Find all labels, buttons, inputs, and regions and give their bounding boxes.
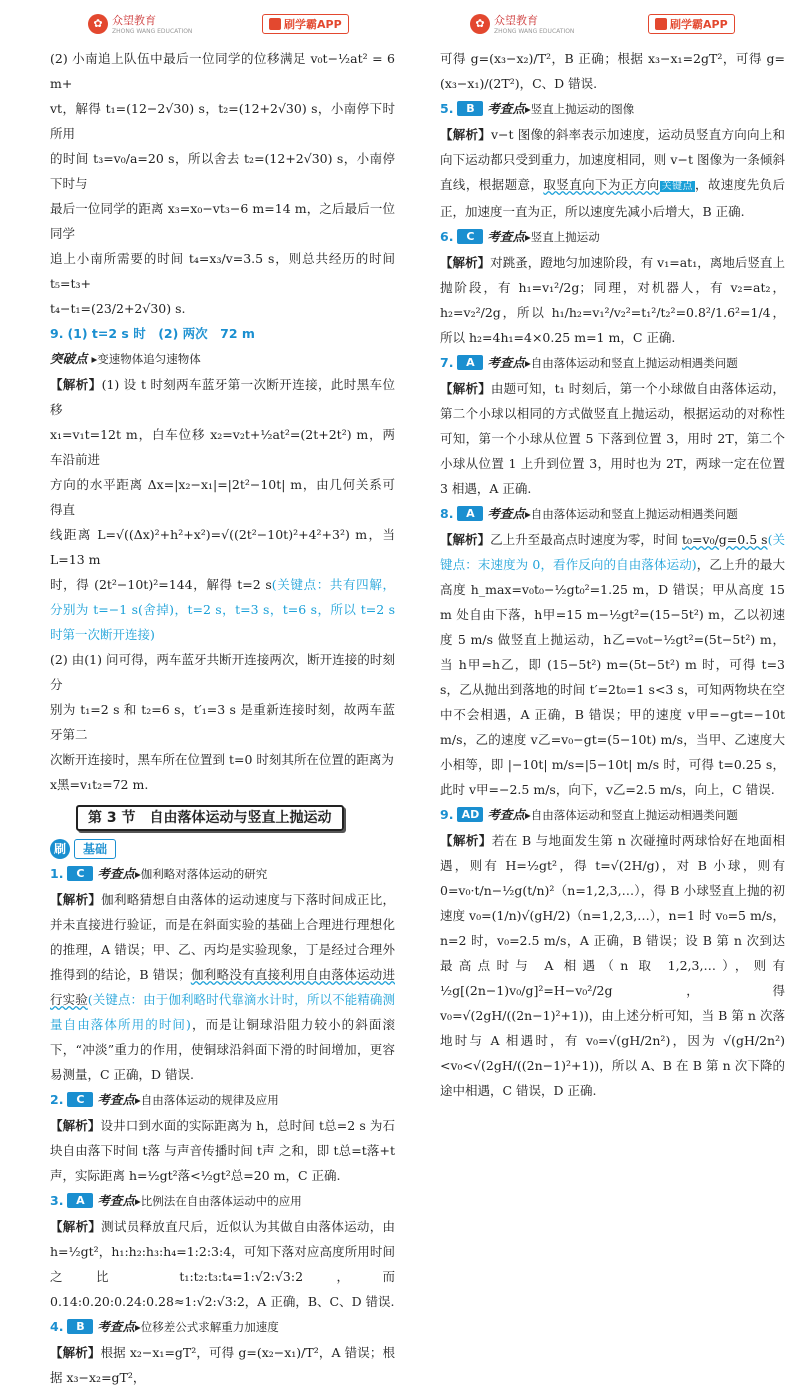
text-line: 追上小南所需要的时间 t₄=x₃/v=3.5 s，则总共经历的时间 t₅=t₃+ bbox=[50, 251, 395, 291]
q9b-body: 【解析】若在 B 与地面发生第 n 次碰撞时两球恰好在地面相遇，则有 H=½gt²，得 t=√(2H/g)，对 B 小球，则有 0=v₀·t/n−½g(t/n)²（n=1,2,3,…），得 B 小球竖直上抛的初速度 v₀=(1/n)√(gH/2)（n=1,2,3,…），n=1 时 v₀=5 m/s，n=2 时，v₀=2.5 m/s，A 正确，B 错误；设 B 第 n 次到达最高点时与 A 相遇（n 取 1,2,3,…），则有 ½g[(2n−1)v₀/g]²=H−v₀²/2g，得 v₀=√(2gH/((2n−1)²+1))，由上述分析可知，当 B 第 n 次落地时与 A 相遇时，有 v₀=√(gH/2n²)，因为 √(gH/2n²)<v₀<√(2gH/((2n−1)²+1))，所以 A、B 在 B 第 n 次下降的途中相遇，C 错误，D 正确. bbox=[440, 833, 785, 1098]
basic-label: 基础 bbox=[74, 839, 116, 859]
brand-sub: ZHONG WANG EDUCATION bbox=[112, 28, 193, 35]
q4-continued: 可得 g=(x₃−x₂)/T²，B 正确；根据 x₃−x₁=2gT²，可得 g=(x₃−x₁)/(2T²)，C、D 错误. bbox=[440, 51, 785, 91]
q9-tupo: 突破点 ▸变速物体追匀速物体 bbox=[50, 351, 201, 366]
basic-tag bbox=[50, 839, 395, 859]
q9-answer: 9. (1) t=2 s 时 (2) 两次 72 m bbox=[50, 326, 255, 341]
q9-part2: (2) 由(1) 问可得，两车蓝牙共断开连接两次，断开连接的时刻分 bbox=[50, 652, 395, 692]
brand-mark-icon: ✿ bbox=[88, 14, 108, 34]
q3-head: 3. A 考查点▸比例法在自由落体运动中的应用 bbox=[50, 1193, 302, 1208]
text-line: 的时间 t₃=v₀/a=20 s，所以舍去 t₂=(12+2√30) s，小南停下时与 bbox=[50, 151, 395, 191]
q4-body: 【解析】根据 x₂−x₁=gT²，可得 g=(x₂−x₁)/T²，A 错误；根据 x₃−x₂=gT²， bbox=[50, 1345, 395, 1385]
q6-head: 6. C 考查点▸竖直上抛运动 bbox=[440, 229, 600, 244]
q8-head: 8. A 考查点▸自由落体运动和竖直上抛运动相遇类问题 bbox=[440, 506, 738, 521]
q9-line: 时，得 (2t²−10t)²=144，解得 t=2 s(关键点：共有四解，分别为 t=−1 s(舍掉)，t=2 s，t=3 s，t=6 s，所以 t=2 s 时第一次断开连接) bbox=[50, 577, 395, 642]
right-column bbox=[440, 46, 785, 1103]
text-line: vt，解得 t₁=(12−2√30) s，t₂=(12+2√30) s，小南停下时所用 bbox=[50, 101, 395, 141]
brand-name: 众望教育 bbox=[112, 14, 156, 27]
q9-part2: 次断开连接时，黑车所在位置到 t=0 时刻其所在位置的距离为 bbox=[50, 752, 394, 767]
q3-body: 【解析】测试员释放直尺后，近似认为其做自由落体运动，由 h=½gt²，h₁:h₂:h₃:h₄=1:2:3:4，可知下落对应高度所用时间之比 t₁:t₂:t₃:t₄=1:√2:√3:2，而 0.14:0.20:0.24:0.28≈1:√2:√3:2，A 正确，B、C、D 错误. bbox=[50, 1219, 395, 1309]
brand-logo-left bbox=[88, 12, 192, 35]
q7-head: 7. A 考查点▸自由落体运动和竖直上抛运动相遇类问题 bbox=[440, 355, 738, 370]
q7-body: 【解析】由题可知，t₁ 时刻后，第一个小球做自由落体运动，第二个小球以相同的方式做竖直上抛运动，根据运动的对称性可知，第一个小球从位置 5 下落到位置 3，用时 2T，第二个小球从位置 1 上升到位置 3，用时也为 2T，两球一定在位置 3 相遇，A 正确. bbox=[440, 381, 785, 496]
q9-line: 方向的水平距离 Δx=|x₂−x₁|=|2t²−10t| m，由几何关系可得直 bbox=[50, 477, 395, 517]
left-column bbox=[50, 46, 395, 1390]
app-badge-right bbox=[648, 14, 735, 34]
app-icon bbox=[269, 18, 281, 30]
q5-head: 5. B 考查点▸竖直上抛运动的图像 bbox=[440, 101, 635, 116]
q9-line: 线距离 L=√((Δx)²+h²+x²)=√((2t²−10t)²+4²+3²) m，当 L=13 m bbox=[50, 527, 395, 567]
q2-body: 【解析】设井口到水面的实际距离为 h，总时间 t总=2 s 为石块自由落下时间 t落 与声音传播时间 t声 之和，即 t总=t落+t声，实际距离 h=½gt²落<½gt²总=20 m，C 正确. bbox=[50, 1118, 395, 1183]
q9-part2: 别为 t₁=2 s 和 t₂=6 s，t′₁=3 s 是重新连接时刻，故两车蓝牙第二 bbox=[50, 702, 395, 742]
app-label: 刷学霸APP bbox=[670, 18, 728, 31]
q9-line: 【解析】(1) 设 t 时刻两车蓝牙第一次断开连接，此时黑车位移 bbox=[50, 377, 395, 417]
page-header bbox=[0, 0, 800, 44]
q5-body: 【解析】v−t 图像的斜率表示加速度，运动员竖直方向向上和向下运动都只受到重力，加速度相同，则 v−t 图像为一条倾斜直线，根据题意，取竖直向下为正方向 关键点 ，故速度先负后正，加速度一直为正，所以速度先减小后增大，B 正确. bbox=[440, 127, 785, 219]
app-label: 刷学霸APP bbox=[284, 18, 342, 31]
text-line: t₄−t₁=(23/2+2√30) s. bbox=[50, 301, 186, 316]
q1-body: 【解析】伽利略猜想自由落体的运动速度与下落时间成正比，并未直接进行验证，而是在斜面实验的基础上合理进行理想化的推理，A 错误；甲、乙、丙均是实验现象，丁是经过合理外推得到的结论，B 错误；伽利略没有直接利用自由落体运动进行实验(关键点：由于伽利略时代靠滴水计时，所以不能精确测量自由落体所用的时间)，而是让铜球沿阻力较小的斜面滚下，“冲淡”重力的作用，使铜球沿斜面下滑的时间增加，更容易测量，C 正确，D 错误. bbox=[50, 892, 395, 1082]
brand-mark-icon: ✿ bbox=[470, 14, 490, 34]
text-line: 最后一位同学的距离 x₃=x₀−vt₃−6 m=14 m，之后最后一位同学 bbox=[50, 201, 395, 241]
brand-sub: ZHONG WANG EDUCATION bbox=[494, 28, 575, 35]
q9-part2: x黑=v₁t₂=72 m. bbox=[50, 777, 149, 792]
app-icon bbox=[655, 18, 667, 30]
text-line: (2) 小南追上队伍中最后一位同学的位移满足 v₀t−½at² = 6 m+ bbox=[50, 51, 395, 91]
q2-head: 2. C 考查点▸自由落体运动的规律及应用 bbox=[50, 1092, 279, 1107]
q9b-head: 9. AD 考查点▸自由落体运动和竖直上抛运动相遇类问题 bbox=[440, 807, 738, 822]
brand-name: 众望教育 bbox=[494, 14, 538, 27]
section-title: 第 3 节 自由落体运动与竖直上抛运动 bbox=[76, 805, 344, 831]
app-badge-left bbox=[262, 14, 349, 34]
brand-logo-right bbox=[470, 12, 574, 35]
q6-body: 【解析】对跳蚤，蹬地匀加速阶段，有 v₁=at₁，离地后竖直上抛阶段，有 h₁=v₁²/2g；同理，对机器人，有 v₂=at₂，h₂=v₂²/2g，所以 h₁/h₂=v₁²/v₂²=t₁²/t₂²=0.8²/1.6²=1/4，所以 h₂=4h₁=4×0.25 m=1 m，C 正确. bbox=[440, 255, 785, 345]
key-point: (关键点：共有四解，分别为 t=−1 s(舍掉)，t=2 s，t=3 s，t=6 s，所以 t=2 s 时第一次断开连接) bbox=[50, 577, 395, 642]
q8-body: 【解析】乙上升至最高点时速度为零，时间 t₀=v₀/g=0.5 s(关键点：末速度为 0，看作反向的自由落体运动)，乙上升的最大高度 h_max=v₀t₀−½gt₀²=1.25 m，D 错误；甲从高度 15 m 处自由下落，h甲=15 m−½gt²=(15−5t²) m，乙以初速度 5 m/s 做竖直上抛运动，h乙=v₀t−½gt²=(5t−5t²) m，当 h甲=h乙，即 (15−5t²) m=(5t−5t²) m 时，可得 t=3 s，乙从抛出到落地的时间 t′=2t₀=1 s<3 s，可知两物块在空中不会相遇，A 正确，B 错误；甲的速度 v甲=−gt=−10t m/s，乙的速度 v乙=v₀−gt=(5−10t) m/s，当甲、乙速度大小相等，即 |−10t| m/s=|5−10t| m/s 时，可得 t=0.25 s，此时 v甲=−2.5 m/s，向下，v乙=2.5 m/s，向上，C 错误. bbox=[440, 532, 785, 797]
q1-head: 1. C 考查点▸伽利略对落体运动的研究 bbox=[50, 866, 268, 881]
q4-head: 4. B 考查点▸位移差公式求解重力加速度 bbox=[50, 1319, 279, 1334]
shua-icon: 刷 bbox=[50, 839, 70, 859]
q9-line: x₁=v₁t=12t m，白车位移 x₂=v₂t+½at²=(2t+2t²) m，两车沿前进 bbox=[50, 427, 395, 467]
